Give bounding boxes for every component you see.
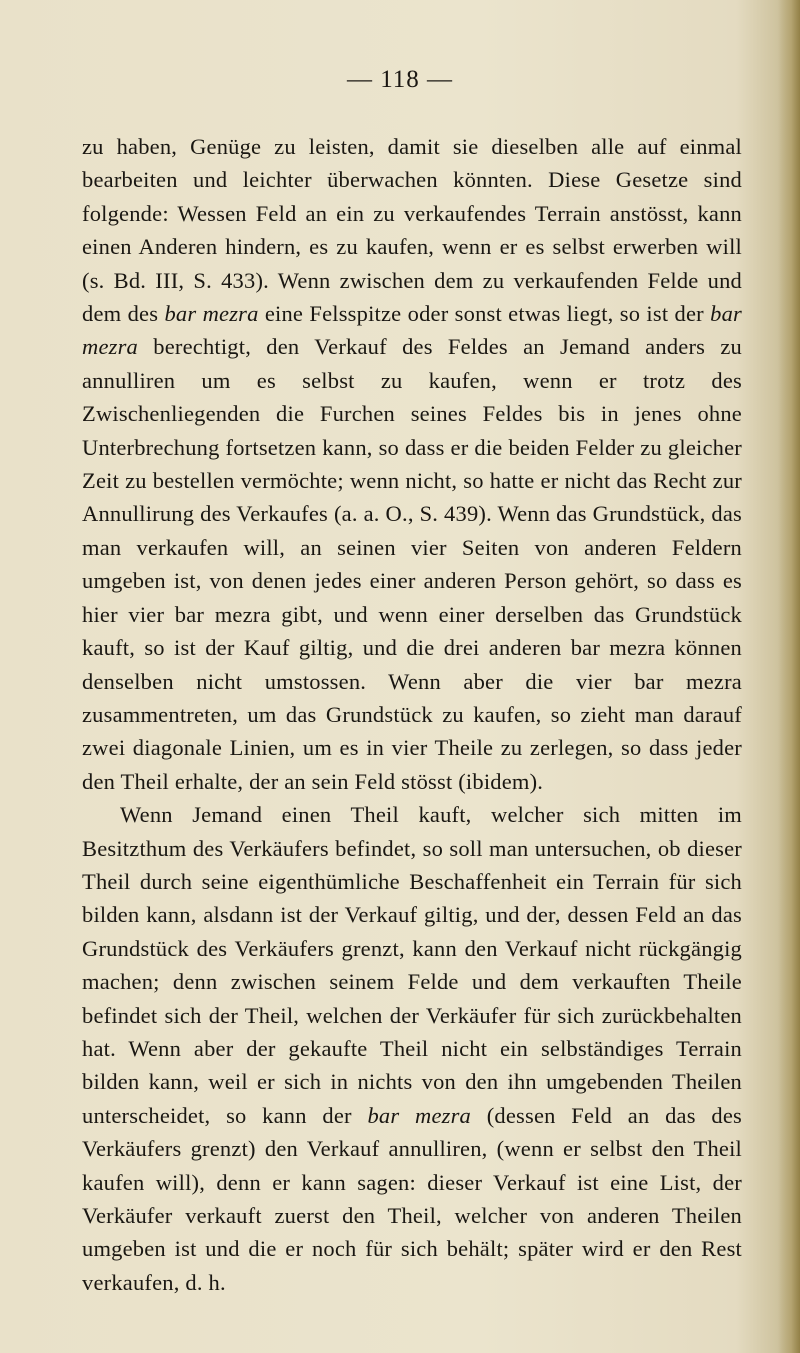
italic-term: bar mezra: [367, 1102, 471, 1128]
paragraph: [82, 130, 742, 798]
text-run: (dessen Feld an das des Verkäufers grenzt) den Verkauf annulliren, (wenn er selbst den Theil kaufen will), denn er kann sagen: dieser Verkauf ist eine List, der Verkäufer verkauft zuerst den Theil, welcher von anderen Theilen umgeben ist und die er noch für sich behält; später wird er den Rest verkaufen, d. h.: [82, 1102, 742, 1295]
paragraph: [82, 798, 742, 1299]
page-edge-shadow: [778, 0, 800, 1353]
body-text: [82, 130, 742, 1299]
text-run: eine Felsspitze oder sonst etwas liegt, so ist der: [258, 301, 711, 327]
page-number: — 118 —: [346, 66, 454, 93]
italic-term: bar mezra: [82, 301, 742, 360]
text-run: Wenn Jemand einen Theil kauft, welcher sich mitten im Besitzthum des Verkäufers befindet, so soll man untersuchen, ob dieser Theil durch seine eigenthümliche Beschaffenheit ein Terrain für sich bilden kann, alsdann ist der Verkauf giltig, und der, dessen Feld an das Grundstück des Verkäufers grenzt, kann den Verkauf nicht rückgängig machen; denn zwischen seinem Felde und dem verkauften Theile befindet sich der Theil, welchen der Verkäufer für sich zurückbehalten hat. Wenn aber der gekaufte Theil nicht ein selbständiges Terrain bilden kann, weil er sich in nichts von den ihn umgebenden Theilen unterscheidet, so kann der: [82, 802, 742, 1128]
italic-term: bar mezra: [164, 301, 259, 327]
text-run: zu haben, Genüge zu leisten, damit sie dieselben alle auf einmal bearbeiten und leichter überwachen könnten. Diese Gesetze sind folgende: Wessen Feld an ein zu verkaufendes Terrain anstösst, kann einen Anderen hindern, es zu kaufen, wenn er es selbst erwerben will (s. Bd. III, S. 433). Wenn zwischen dem zu verkaufenden Felde und dem des: [82, 134, 742, 327]
text-run: berechtigt, den Verkauf des Feldes an Jemand anders zu annulliren um es selbst zu kaufen, wenn er trotz des Zwischenliegenden die Furchen seines Feldes bis in jenes ohne Unterbrechung fortsetzen kann, so dass er die beiden Felder zu gleicher Zeit zu bestellen vermöchte; wenn nicht, so hatte er nicht das Recht zur Annullirung des Verkaufes (a. a. O., S. 439). Wenn das Grundstück, das man verkaufen will, an seinen vier Seiten von anderen Feldern umgeben ist, von denen jedes einer anderen Person gehört, so dass es hier vier bar mezra gibt, und wenn einer derselben das Grundstück kauft, so ist der Kauf giltig, und die drei anderen bar mezra können denselben nicht umstossen. Wenn aber die vier bar mezra zusammentreten, um das Grundstück zu kaufen, so zieht man darauf zwei diagonale Linien, um es in vier Theile zu zerlegen, so dass jeder den Theil erhalte, der an sein Feld stösst (ibidem).: [82, 334, 742, 794]
